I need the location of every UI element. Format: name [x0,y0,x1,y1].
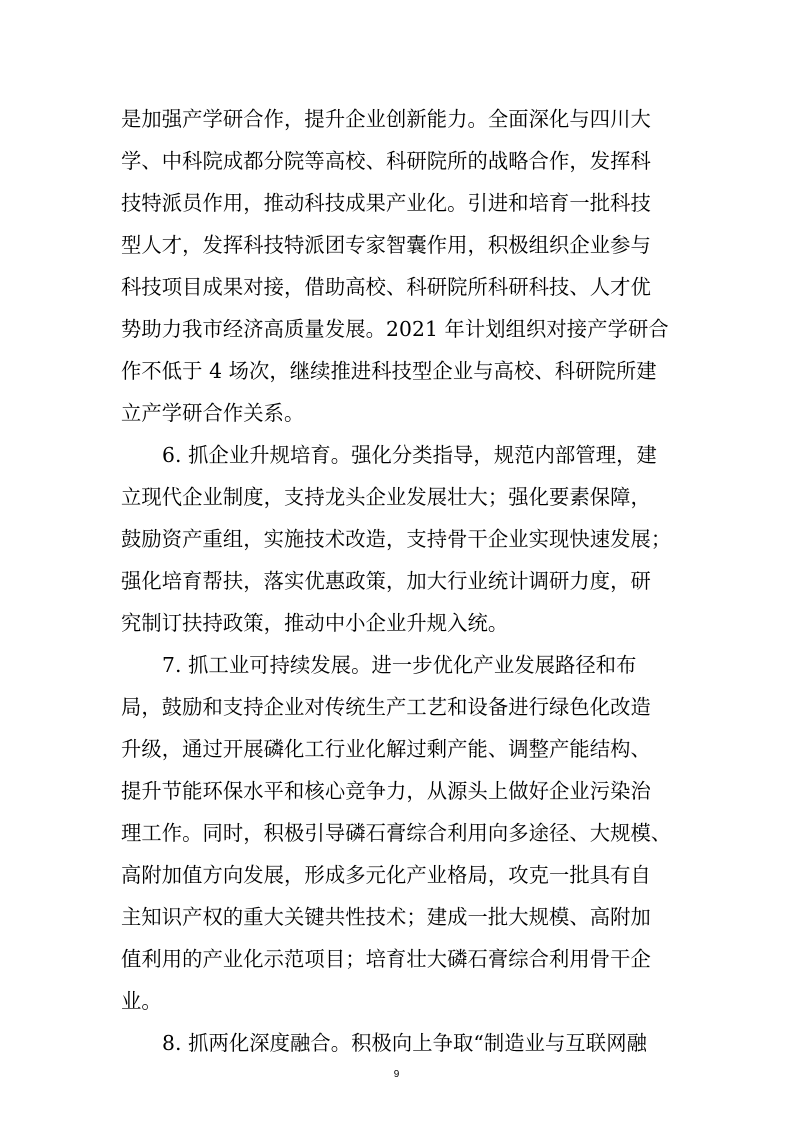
text-line-5: 科技项目成果对接，借助高校、科研院所科研科技、人才优 [121,275,651,299]
text-line-19: 高附加值方向发展，形成多元化产业格局，攻克一批具有自 [121,863,651,887]
text-line-10: 立现代企业制度，支持龙头企业发展壮大；强化要素保障， [121,485,651,509]
text-line-2: 学、中科院成都分院等高校、科研院所的战略合作，发挥科 [121,149,651,173]
text-line-21: 值利用的产业化示范项目；培育壮大磷石膏综合利用骨干企 [121,947,651,971]
text-line-3: 技特派员作用，推动科技成果产业化。引进和培育一批科技 [121,191,651,215]
text-line-23: 8. 抓两化深度融合。积极向上争取“制造业与互联网融 [162,1031,647,1055]
page-number: 9 [393,1069,400,1080]
text-line-16: 升级，通过开展磷化工行业化解过剩产能、调整产能结构、 [121,737,651,761]
text-line-18: 理工作。同时，积极引导磷石膏综合利用向多途径、大规模、 [121,821,672,845]
text-line-7: 作不低于 4 场次，继续推进科技型企业与高校、科研院所建 [121,359,657,383]
text-line-6: 势助力我市经济高质量发展。2021 年计划组织对接产学研合 [121,317,669,341]
text-line-4: 型人才，发挥科技特派团专家智囊作用，积极组织企业参与 [121,233,651,257]
text-line-15: 局，鼓励和支持企业对传统生产工艺和设备进行绿色化改造 [121,695,651,719]
text-line-9: 6. 抓企业升规培育。强化分类指导，规范内部管理，建 [162,443,657,467]
text-line-1: 是加强产学研合作，提升企业创新能力。全面深化与四川大 [121,107,651,131]
text-line-20: 主知识产权的重大关键共性技术；建成一批大规模、高附加 [121,905,651,929]
text-line-8: 立产学研合作关系。 [121,401,305,425]
text-line-14: 7. 抓工业可持续发展。进一步优化产业发展路径和布 [162,653,637,677]
text-line-13: 究制订扶持政策，推动中小企业升规入统。 [121,611,509,635]
text-line-17: 提升节能环保水平和核心竞争力，从源头上做好企业污染治 [121,779,651,803]
text-line-12: 强化培育帮扶，落实优惠政策，加大行业统计调研力度，研 [121,569,651,593]
text-line-11: 鼓励资产重组，实施技术改造，支持骨干企业实现快速发展； [121,527,672,551]
text-line-22: 业。 [121,989,162,1013]
